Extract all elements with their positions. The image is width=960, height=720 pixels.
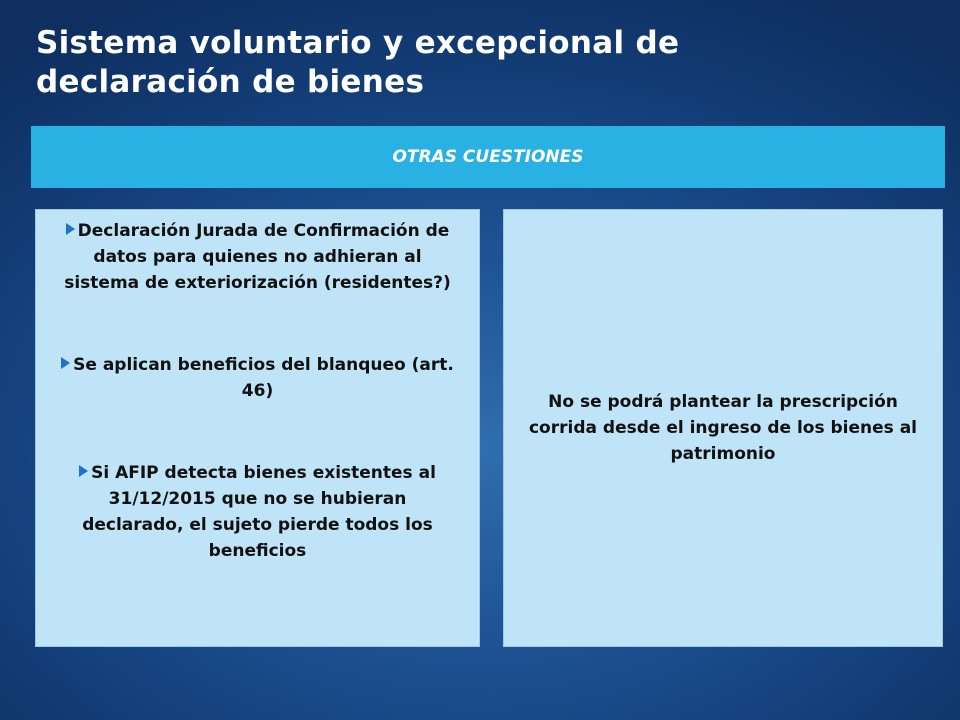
bullet-text: Declaración Jurada de Confirmación de datos para quienes no adhieran al sistema de exteriorización (residentes?)	[64, 221, 451, 293]
triangle-right-icon	[66, 223, 75, 235]
bullet-item	[58, 460, 457, 564]
bullet-text: Se aplican beneficios del blanqueo (art. 46)	[73, 355, 454, 401]
triangle-right-icon	[79, 465, 88, 477]
slide-title-line-1: Sistema voluntario y excepcional de	[36, 25, 680, 61]
bullet-item	[58, 352, 457, 404]
left-panel	[35, 209, 480, 647]
triangle-right-icon	[61, 357, 70, 369]
right-panel-text: No se podrá plantear la prescripción corrida desde el ingreso de los bienes al patrimonio	[528, 392, 917, 464]
slide-title-line-2: declaración de bienes	[36, 64, 425, 100]
right-panel	[503, 209, 943, 647]
bullet-item	[58, 218, 457, 296]
section-banner	[31, 126, 945, 188]
slide-title	[36, 24, 916, 102]
section-banner-label: OTRAS CUESTIONES	[392, 147, 584, 167]
bullet-text: Si AFIP detecta bienes existentes al 31/12/2015 que no se hubieran declarado, el sujeto pierde todos los beneficios	[82, 463, 436, 561]
